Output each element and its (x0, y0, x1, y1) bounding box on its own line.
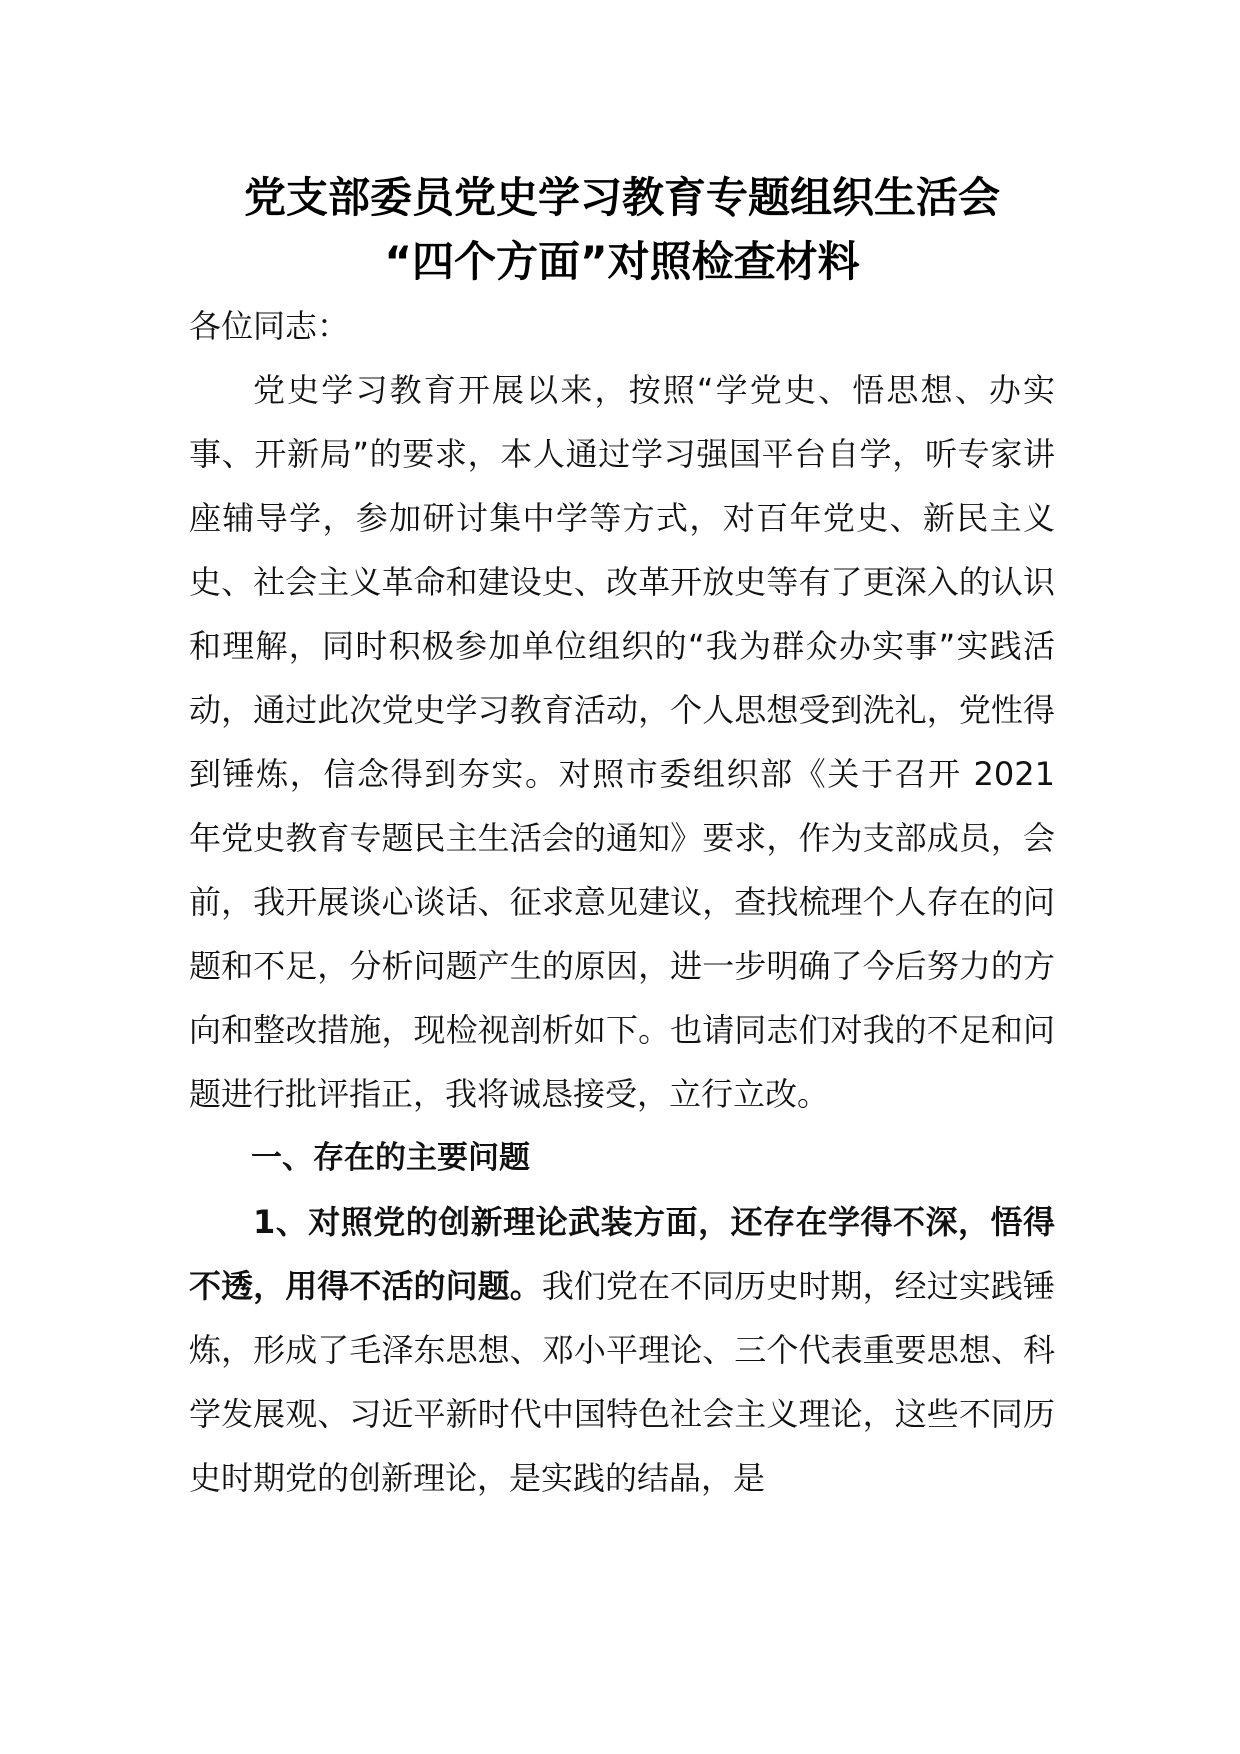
document-title (189, 166, 1055, 294)
item-1-paragraph (189, 1190, 1055, 1510)
section-heading-1: 一、存在的主要问题 (251, 1140, 530, 1176)
intro-paragraph: 党史学习教育开展以来，按照“学党史、悟思想、办实事、开新局”的要求，本人通过学习强国平台自学，听专家讲座辅导学，参加研讨集中学等方式，对百年党史、新民主义史、社会主义革命和建设史、改革开放史等有了更深入的认识和理解，同时积极参加单位组织的“我为群众办实事”实践活动，通过此次党史学习教育活动，个人思想受到洗礼，党性得到锤炼，信念得到夯实。对照市委组织部《关于召开 2021 年党史教育专题民主生活会的通知》要求，作为支部成员，会前，我开展谈心谈话、征求意见建议，查找梳理个人存在的问题和不足，分析问题产生的原因，进一步明确了今后努力的方向和整改措施，现检视剖析如下。也请同志们对我的不足和问题进行批评指正，我将诚恳接受，立行立改。 (189, 371, 1055, 1113)
title-line-1: 党支部委员党史学习教育专题组织生活会 (243, 173, 1000, 222)
item-1-text: 我们党在不同历史时期，经过实践锤炼，形成了毛泽东思想、邓小平理论、三个代表重要思想、科学发展观、习近平新时代中国特色社会主义理论，这些不同历史时期党的创新理论，是实践的结晶，是 (189, 1267, 1055, 1497)
document-page (189, 166, 1055, 1510)
title-line-2: “四个方面”对照检查材料 (384, 237, 860, 286)
salutation: 各位同志： (189, 307, 350, 345)
item-1-bold-lead: 1、对照党的创新理论武装方面，还存在学得不深，悟得不透，用得不活的问题。 (189, 1203, 1055, 1305)
